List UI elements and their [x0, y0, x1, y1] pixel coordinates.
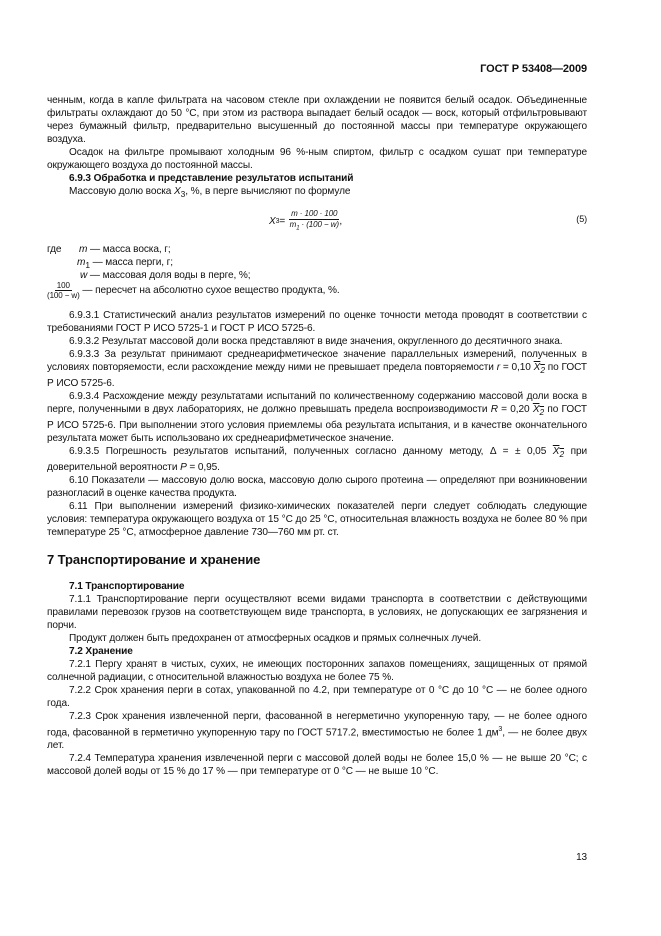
paragraph-7-2-3: 7.2.3 Срок хранения извлеченной перги, фасованной в негерметично укупоренную тару, — не более одного года, фасованной в герметично укупоренную тару по ГОСТ 5717.2, вместимостью не более 1 $дм^3$, — не более двух лет.: [47, 711, 587, 752]
legend-conversion: $\frac{100}{(100 - w)}$ — пересчет на абсолютно сухое вещество продукта, %.: [47, 281, 340, 301]
paragraph: Осадок на фильтре промывают холодным 96 %-ным спиртом, фильтр с осадком сушат при температуре окружающего воздуха до постоянной массы.: [47, 147, 587, 171]
paragraph-6-9-3-2: 6.9.3.2 Результат массовой доли воска представляют в виде значения, округленного до десятичного знака.: [69, 336, 563, 348]
paragraph-7-1-1: 7.1.1 Транспортирование перги осуществляют всеми видами транспорта в соответствии с действующими правилами перевозок грузов на соответствующем виде транспорта, в условиях, не допускающих ее загрязнения и порчи.: [47, 594, 587, 632]
legend-m1: $m_1$ — масса перги, г;: [77, 257, 173, 271]
paragraph-6-9-3-5: 6.9.3.5 Погрешность результатов испытаний, полученных согласно данному методу, Δ = ± 0,05 $X_2$ при доверительной вероятности P = 0,95.: [47, 446, 588, 474]
page-number: 13: [576, 852, 587, 863]
paragraph-6-9-3-4: 6.9.3.4 Расхождение между результатами испытаний по количественному содержанию массовой доли воска в перге, полученными в двух лабораториях, не должно превышать предела воспроизводимости R = 0,20 $X_2$ по ГОСТ Р ИСО 5725-6. При выполнении этого условия приемлемы оба результата испытания, и в качестве окончательного результата может быть использовано их среднеарифметическое значение.: [47, 391, 587, 445]
paragraph-6-11: 6.11 При выполнении измерений физико-химических показателей перги следует соблюдать следующие условия: температура окружающего воздуха от 15 °С до 25 °С, относительная влажность воздуха не более 80 % при температуре 25 °С, атмосферное давление 730—760 мм рт. ст.: [47, 501, 587, 539]
paragraph-6-9-3-3: 6.9.3.3 За результат принимают среднеарифметическое значение параллельных измерений, полученных в условиях повторяемости, если расхождение между ними не превышает предела повторяемости r = 0,10 $X_2$ по ГОСТ Р ИСО 5725-6.: [47, 349, 587, 390]
paragraph-7-2-1: 7.2.1 Пергу хранят в чистых, сухих, не имеющих посторонних запахов помещениях, защищенных от прямой солнечной радиации, с относительной влажностью воздуха не более 75 %.: [47, 659, 587, 684]
section-heading-7-2: 7.2 Хранение: [69, 646, 133, 658]
paragraph: Продукт должен быть предохранен от атмосферных осадков и прямых солнечных лучей.: [69, 633, 482, 645]
section-heading-6-9-3: 6.9.3 Обработка и представление результатов испытаний: [69, 173, 354, 184]
formula-legend: где m — масса воска, г; $m_1$ — масса перги, г; w — массовая доля воды в перге, %; $\frac{100}{(100 - w)}$ — пересчет на абсолютно сухое вещество продукта, %.: [47, 244, 340, 301]
paragraph-7-2-4: 7.2.4 Температура хранения извлеченной перги с массовой долей воды не более 15,0 % — не выше 20 °С; с массовой долей воды от 15 % до 17 % — при температуре от 0 °С — не выше 10 °С.: [47, 753, 587, 778]
formula-number: (5): [576, 214, 587, 225]
formula-5: [47, 201, 587, 243]
section-heading-7: 7 Транспортирование и хранение: [47, 552, 261, 568]
paragraph-7-2-2: 7.2.2 Срок хранения перги в сотах, упакованной по 4.2, при температуре от 0 °С до 10 °С — не более одного года.: [47, 685, 587, 710]
formula-expression: X 3 = $\frac{m \cdot 100 \cdot 100}{m_1 \cdot (100 - w)}$ ,: [269, 209, 343, 232]
page-header: ГОСТ Р 53408—2009: [480, 63, 587, 75]
legend-m: m — масса воска, г;: [79, 244, 171, 256]
section-heading-7-1: 7.1 Транспортирование: [69, 581, 185, 593]
document-page: [47, 0, 587, 936]
paragraph-formula-intro: Массовую долю воска $X_3$, %, в перге вычисляют по формуле: [69, 186, 351, 200]
paragraph-6-9-3-1: 6.9.3.1 Статистический анализ результатов измерений по оценке точности метода проводят в соответствии с требованиями ГОСТ Р ИСО 5725-1 и ГОСТ Р ИСО 5725-6.: [47, 310, 587, 335]
paragraph-6-10: 6.10 Показатели — массовую долю воска, массовую долю сырого протеина — определяют при возникновении разногласий в оценке качества продукта.: [47, 475, 587, 500]
page-body: [47, 94, 587, 778]
legend-w: w — массовая доля воды в перге, %;: [80, 270, 251, 282]
paragraph-continued: ченным, когда в капле фильтрата на часовом стекле при охлаждении не появится белый осадок. Объединенные фильтраты охлаждают до 50 °С, при этом из раствора выпадает белый осадок — воск, который отфильтровывают через бумажный фильтр, предварительно высушенный до постоянной массы при температуре окружающего воздуха.: [47, 95, 587, 145]
formula-fraction: $\frac{m \cdot 100 \cdot 100}{m_1 \cdot (100 - w)}$: [289, 209, 339, 232]
